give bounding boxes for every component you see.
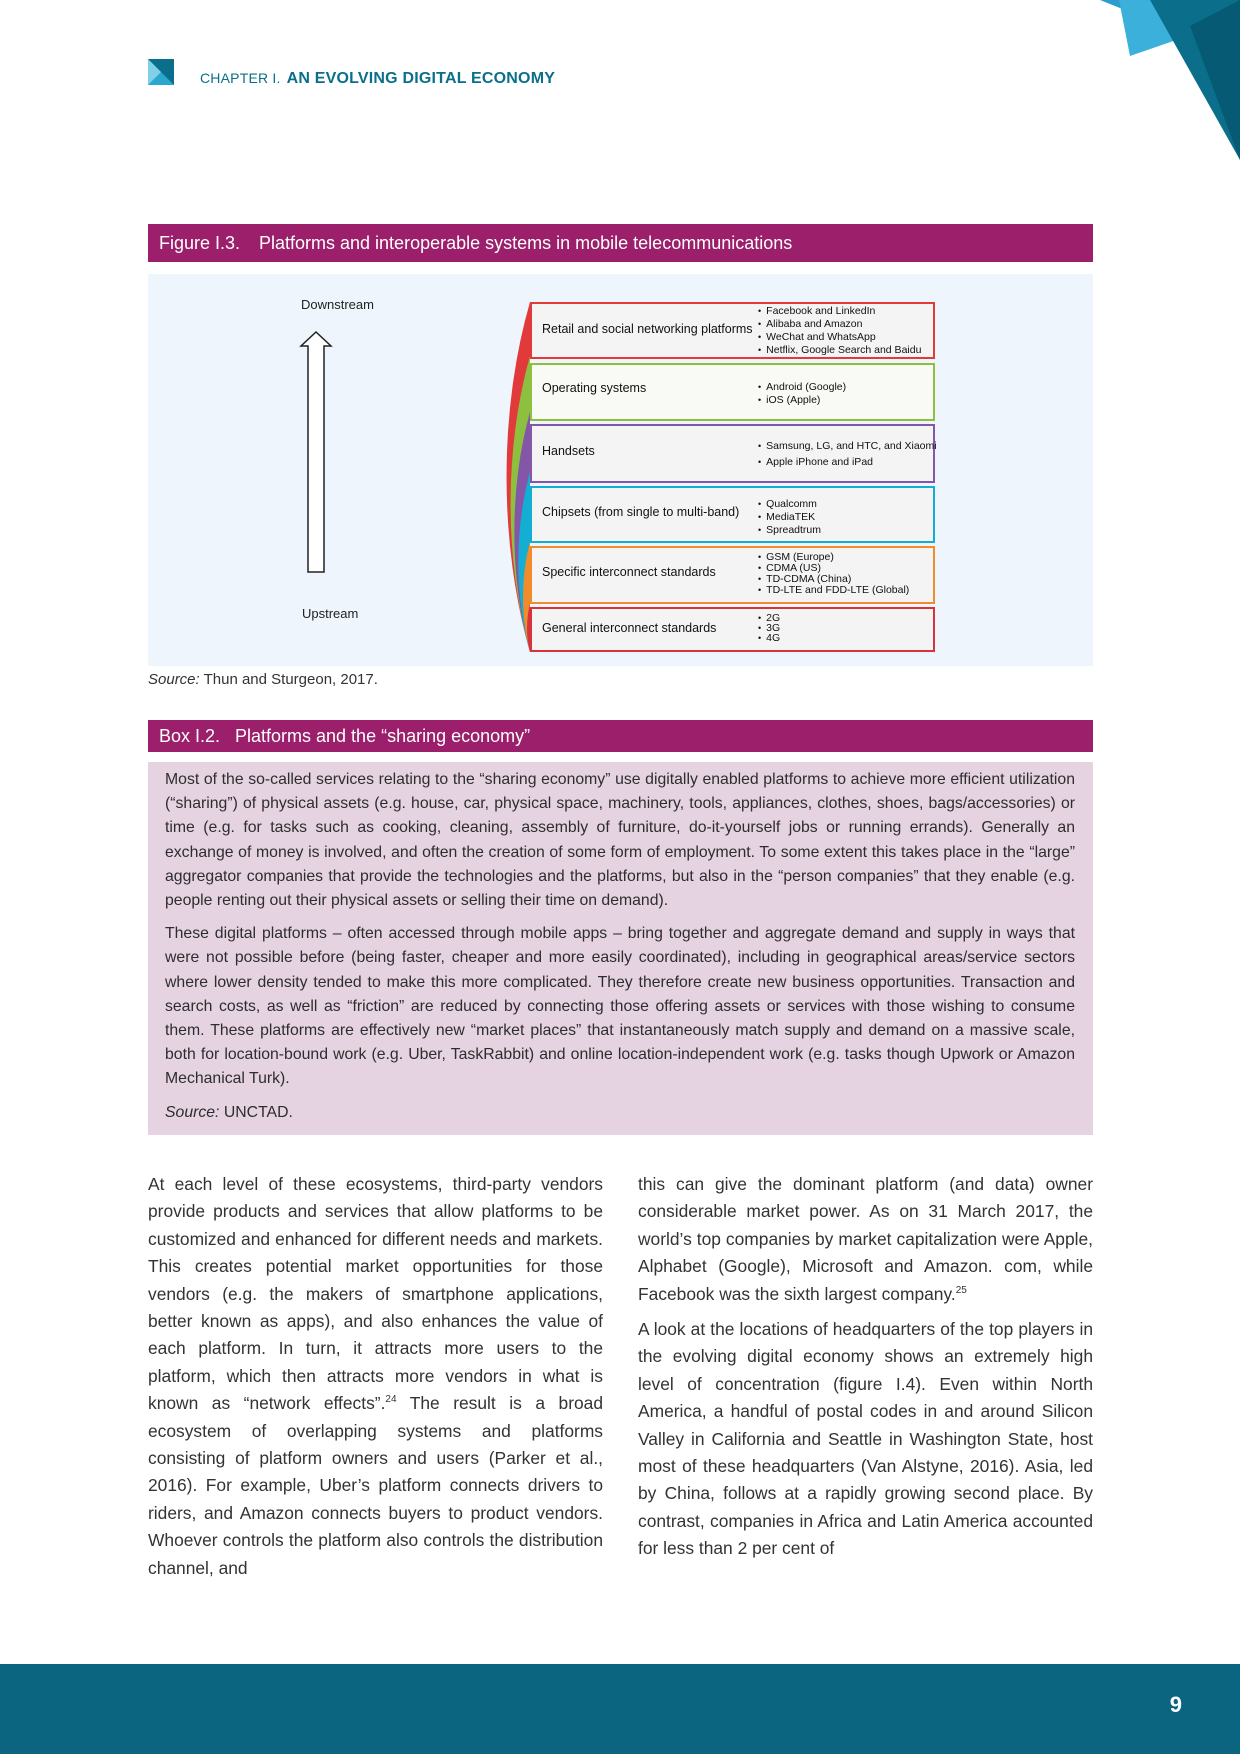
list-item: • CDMA (US) [758,563,909,574]
level-row [530,363,935,421]
list-item: • TD-LTE and FDD-LTE (Global) [758,585,909,596]
figure-panel [148,274,1093,666]
body-text: At each level of these ecosystems, third-party vendors provide products and services that allow platforms to be customized and enhanced for different needs and markets. This creates potential market opportunities for those vendors (e.g. the makers of smartphone applications, better known as apps), and also enhances the value of each platform. In turn, it attracts more users to the platform, which then attracts more vendors in what is known as “network effects”. [148,1174,603,1414]
list-item: • Apple iPhone and iPad [758,454,937,470]
box-source-text: UNCTAD. [223,1103,293,1121]
body-paragraph: A look at the locations of headquarters of the top players in the evolving digital economy shows an extremely high level of concentration (figure I.4). Even within North America, a handful of postal codes in and around Silicon Valley in California and Seattle in Washington State, host most of these headquarters (Van Alstyne, 2016). Asia, led by China, follows at a rapidly growing second place. By contrast, companies in Africa and Latin America accounted for less than 2 per cent of [638,1319,1093,1559]
chapter-icon [148,59,174,85]
box-source [165,1101,1075,1125]
list-item: • Android (Google) [758,381,846,394]
list-item: • Netflix, Google Search and Baidu [758,344,921,357]
level-row [530,302,935,359]
level-row [530,607,935,652]
level-name: Operating systems [542,381,647,395]
source-text: Thun and Sturgeon, 2017. [203,671,378,688]
level-name: Chipsets (from single to multi-band) [542,505,740,519]
body-text: this can give the dominant platform (and data) owner considerable market power. As on 31 March 2017, the world’s top companies by market capitalization were Apple, Alphabet (Google), Microsoft and Amazon. com, while Facebook was the sixth largest company. [638,1174,1093,1304]
level-examples [758,438,937,470]
box-source-label: Source: [165,1103,220,1121]
box-paragraph: These digital platforms – often accessed through mobile apps – bring together and aggregate demand and supply in ways that were not possible before (being faster, cheaper and more easily coordinated), including in geographical areas/service sectors where lower density tended to make this more complicated. They therefore create new business opportunities. Transaction and search costs, as well as “friction” are reduced by connecting those offering assets or services with those wishing to consume them. These platforms are effectively new “market places” that instantaneously match supply and demand on a massive scale, both for location-bound work (e.g. Uber, TaskRabbit) and online location-independent work (e.g. tasks though Upwork or Amazon Mechanical Turk). [165,925,1075,1088]
list-item: • 3G [758,623,780,633]
box-title: Platforms and the “sharing economy” [235,726,531,746]
chapter-heading [200,70,555,88]
chapter-title: AN EVOLVING DIGITAL ECONOMY [286,70,556,87]
list-item: • 4G [758,633,780,643]
page-footer [0,1664,1240,1754]
level-row [530,546,935,604]
source-label: Source: [148,671,200,688]
level-row [530,486,935,543]
body-paragraph [638,1171,1093,1308]
level-name: General interconnect standards [542,621,717,635]
level-examples [758,613,780,643]
downstream-label: Downstream [301,297,374,312]
box-paragraph: Most of the so-called services relating to the “sharing economy” use digitally enabled platforms to achieve more efficient utilization (“sharing”) of physical assets (e.g. house, car, physical space, machinery, tools, appliances, clothes, shoes, bags/accessories) or time (e.g. for tasks such as cooking, cleaning, assembly of furniture, do-it-yourself jobs or running errands). Generally an exchange of money is involved, and often the creation of some form of employment. To some extent this takes place in the “large” aggregator companies that provide the technologies and the platforms, but also in the “person companies” that they enable (e.g. people renting out their physical assets or selling their time on demand). [165,771,1075,910]
level-examples [758,498,821,537]
list-item: • GSM (Europe) [758,552,909,563]
figure-title: Platforms and interoperable systems in mobile telecommunications [259,233,793,253]
downstream-arrow-icon [301,332,331,572]
level-name: Handsets [542,444,595,458]
level-examples [758,552,909,596]
body-text: The result is a broad ecosystem of overlapping systems and platforms consisting of platform owners and users (Parker et al., 2016). For example, Uber’s platform connects drivers to riders, and Amazon connects buyers to product vendors. Whoever controls the platform also controls the distribution channel, and [148,1393,603,1578]
body-column-right [638,1171,1093,1571]
upstream-label: Upstream [302,606,359,621]
figure-number: Figure I.3. [159,233,241,253]
figure-title-bar [148,224,1093,262]
footnote-ref[interactable]: 25 [955,1284,967,1296]
corner-decoration [1040,0,1240,160]
footnote-ref[interactable]: 24 [385,1394,397,1406]
list-item: • TD-CDMA (China) [758,574,909,585]
level-name: Retail and social networking platforms [542,322,753,336]
level-examples [758,305,921,357]
list-item: • 2G [758,613,780,623]
list-item: • WeChat and WhatsApp [758,331,921,344]
list-item: • Spreadtrum [758,524,821,537]
body-paragraph [148,1171,603,1582]
page-number: 9 [1169,1692,1182,1717]
list-item: • MediaTEK [758,511,821,524]
list-item: • Qualcomm [758,498,821,511]
box-number: Box I.2. [159,726,221,746]
list-item: • Facebook and LinkedIn [758,305,921,318]
list-item: • Samsung, LG, and HTC, and Xiaomi [758,438,937,454]
box-panel [148,762,1093,1135]
body-column-left [148,1171,603,1590]
level-name: Specific interconnect standards [542,565,716,579]
figure-source [148,671,378,688]
chapter-label: CHAPTER I. [200,70,281,86]
level-examples [758,381,846,407]
box-title-bar [148,720,1093,752]
level-row [530,424,935,483]
list-item: • Alibaba and Amazon [758,318,921,331]
list-item: • iOS (Apple) [758,394,846,407]
